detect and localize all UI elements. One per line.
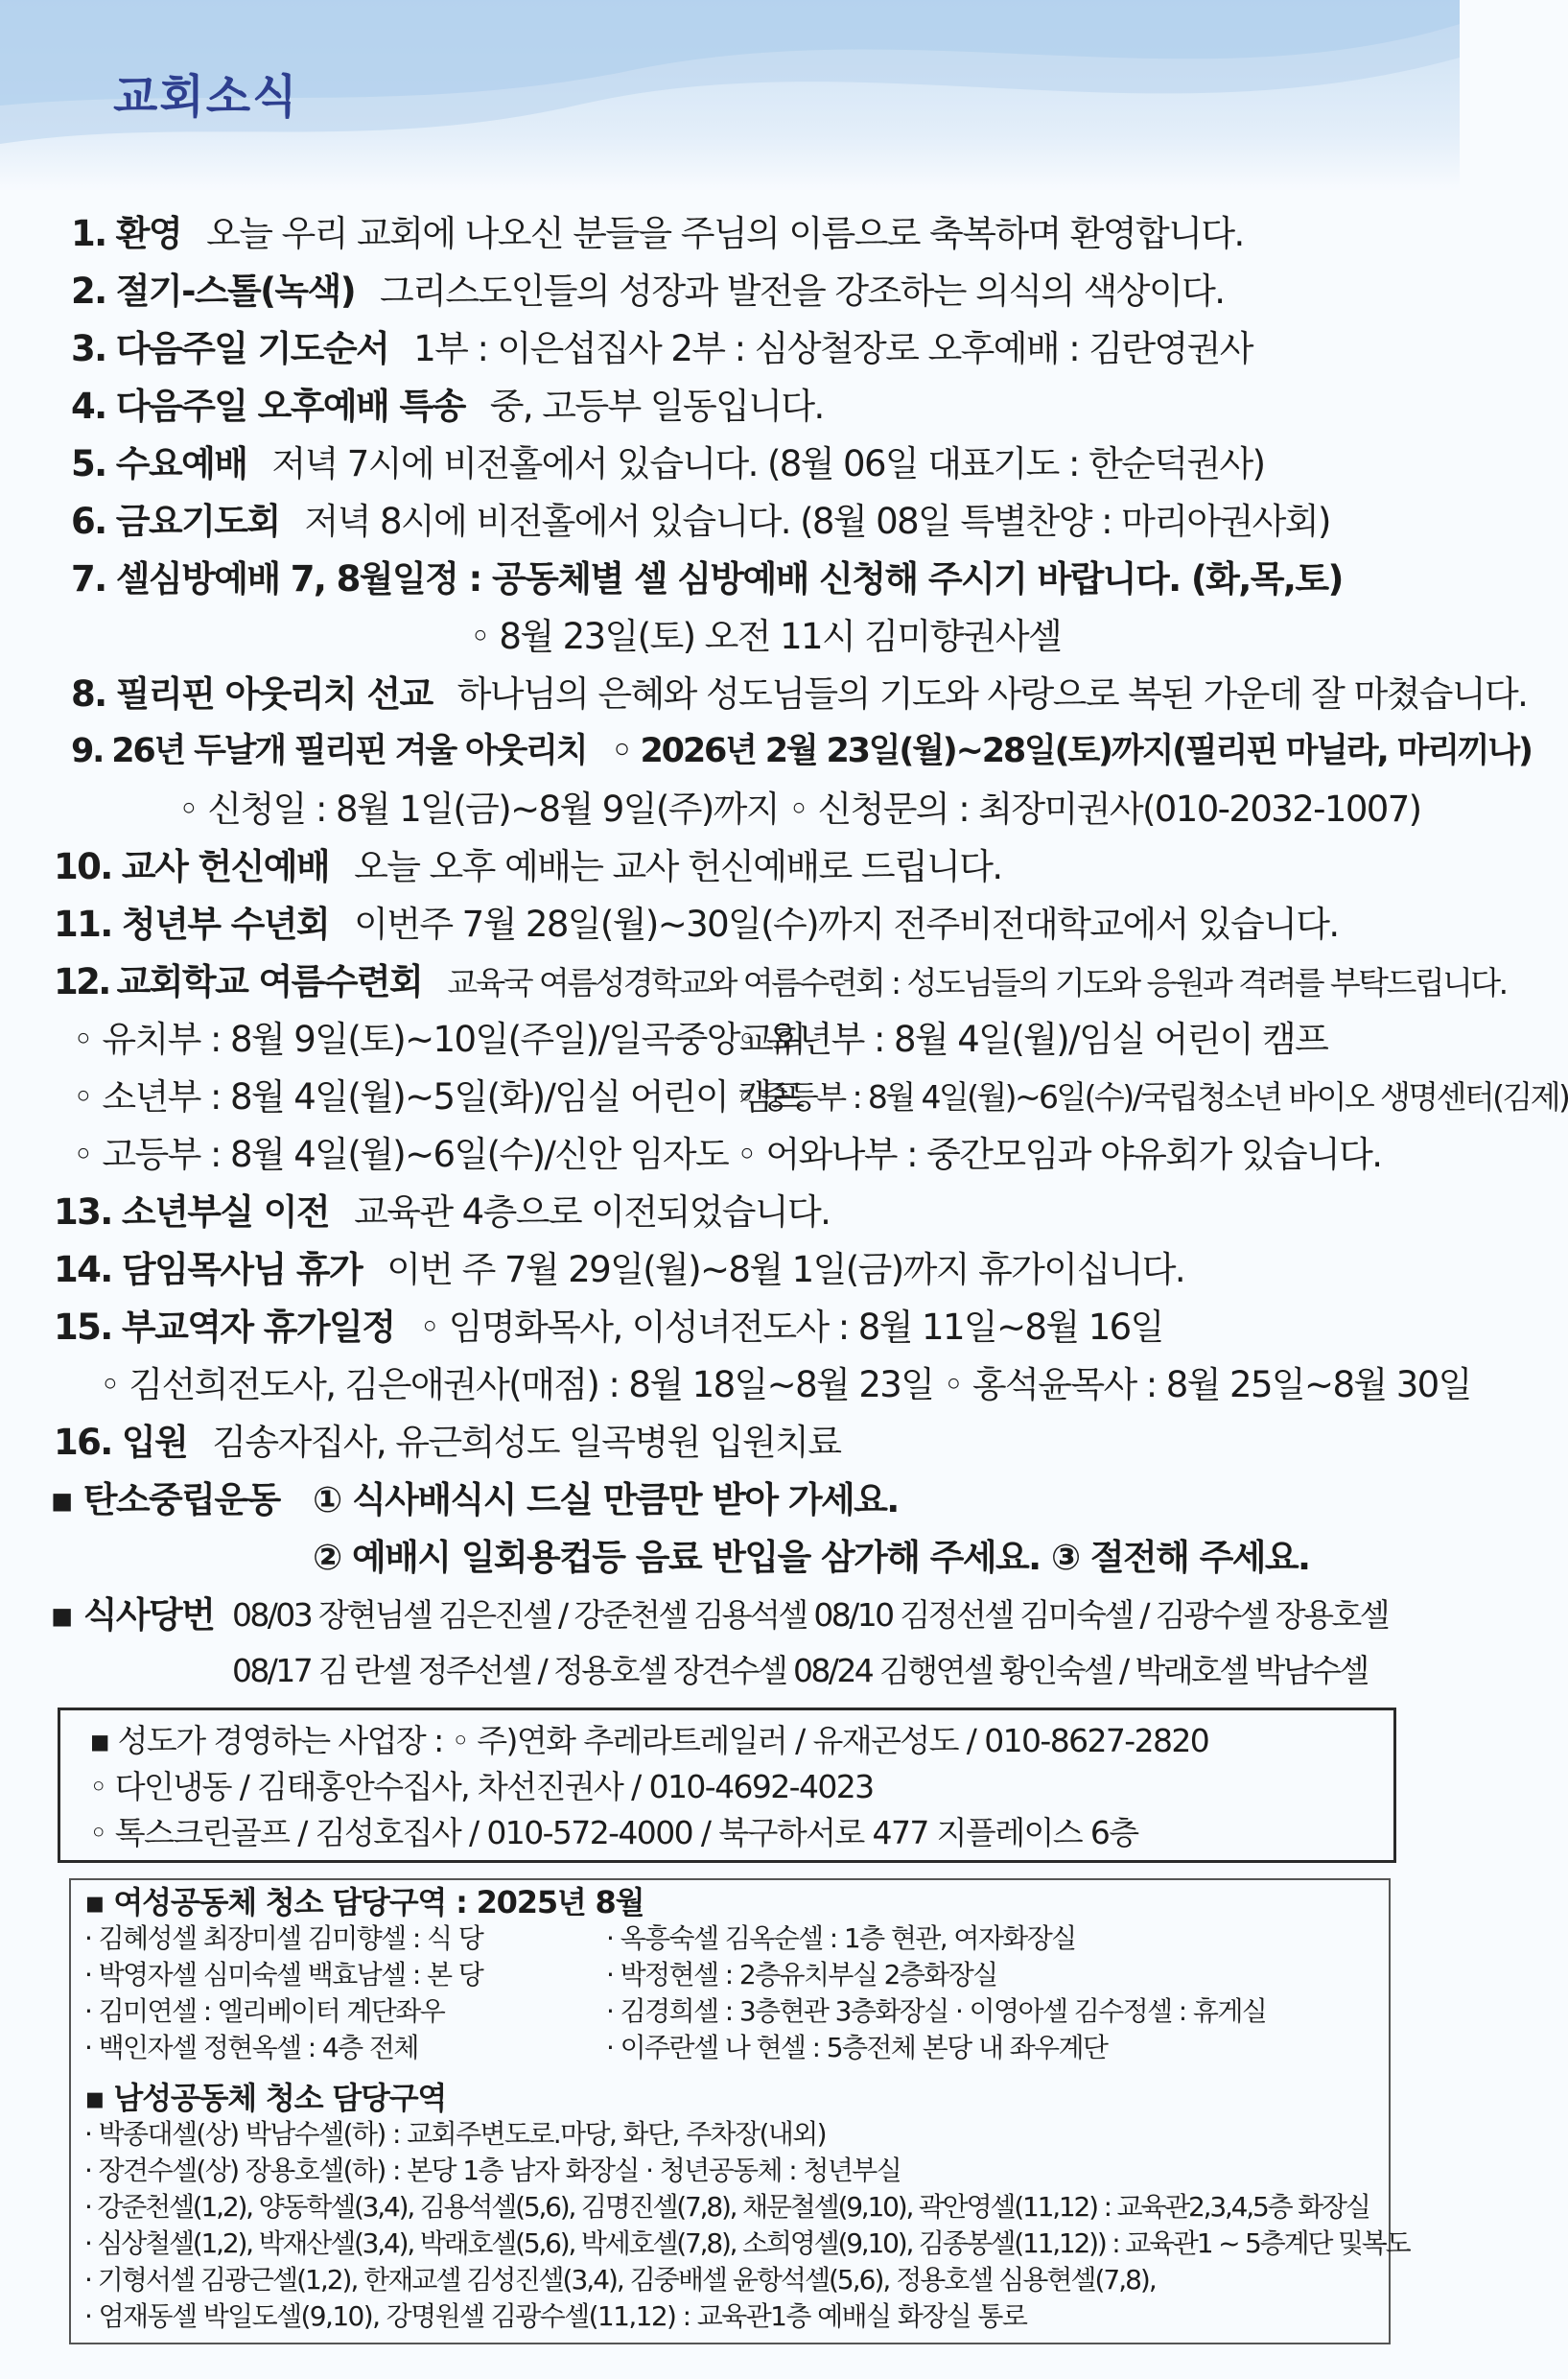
news-item-14: 14. 담임목사님 휴가 이번 주 7월 29일(월)~8월 1일(금)까지 휴가이십니다. [54, 1249, 1185, 1290]
news-item-2: 2. 절기-스톨(녹색) 그리스도인들의 성장과 발전을 강조하는 의식의 색상이다. [71, 271, 1225, 312]
business-box [58, 1708, 1396, 1863]
camp-junior: ◦ 소년부 : 8월 4일(월)~5일(화)/임실 어린이 캠프 [73, 1076, 804, 1118]
women-cleaning-right-2: · 박정현셀 : 2층유치부실 2층화장실 [606, 1959, 997, 1990]
news-item-13: 13. 소년부실 이전 교육관 4층으로 이전되었습니다. [54, 1191, 831, 1233]
news-item-6: 6. 금요기도회 저녁 8시에 비전홀에서 있습니다. (8월 08일 특별찬양 : 마리아권사회) [71, 501, 1330, 542]
women-cleaning-left-2: · 박영자셀 심미숙셀 백효남셀 : 본 당 [84, 1959, 483, 1990]
news-item-10: 10. 교사 헌신예배 오늘 오후 예배는 교사 헌신예배로 드립니다. [54, 846, 1002, 887]
men-cleaning-line-4: · 심상철셀(1,2), 박재산셀(3,4), 박래호셀(5,6), 박세호셀(7,8), 소희영셀(9,10), 김종봉셀(11,12)) : 교육관1 ~ 5층계단 및복도 [84, 2227, 1410, 2259]
women-cleaning-left-4: · 백인자셀 정현옥셀 : 4층 전체 [84, 2032, 418, 2063]
news-item-3: 3. 다음주일 기도순서 1부 : 이은섭집사 2부 : 심상철장로 오후예배 : 김란영권사 [71, 328, 1252, 369]
news-item-15: 15. 부교역자 휴가일정 ◦ 임명화목사, 이성녀전도사 : 8월 11일~8월 16일 [54, 1307, 1163, 1348]
news-item-7: 7. 셀심방예배 7, 8월일정 : 공동체별 셀 심방예배 신청해 주시기 바랍니다. (화,목,토) [71, 558, 1343, 600]
news-item-16: 16. 입원 김송자집사, 유근희성도 일곡병원 입원치료 [54, 1422, 841, 1463]
news-item-1: 1. 환영 오늘 우리 교회에 나오신 분들을 주님의 이름으로 축복하며 환영합니다. [71, 213, 1244, 254]
page-title: 교회소식 [113, 70, 299, 124]
meal-duty-line-2: 08/17 김 란셀 정주선셀 / 정용호셀 장견수셀 08/24 김행연셀 황인숙셀 / 박래호셀 박남수셀 [232, 1652, 1368, 1689]
meal-duty-line-1: 08/03 장현님셀 김은진셀 / 강준천셀 김용석셀 08/10 김정선셀 김미숙셀 / 김광수셀 장용호셀 [232, 1596, 1388, 1634]
business-line-2: ◦ 다인냉동 / 김태홍안수집사, 차선진권사 / 010-4692-4023 [89, 1768, 874, 1805]
news-item-7-detail: ◦ 8월 23일(토) 오전 11시 김미향권사셀 [470, 616, 1062, 657]
news-item-11: 11. 청년부 수년회 이번주 7월 28일(월)~30일(수)까지 전주비전대학교에서 있습니다. [54, 904, 1339, 945]
women-cleaning-right-3: · 김경희셀 : 3층현관 3층화장실 · 이영아셀 김수정셀 : 휴게실 [606, 1995, 1267, 2027]
carbon-neutral-line-1: ① 식사배식시 드실 만큼만 받아 가세요. [313, 1479, 899, 1520]
business-line-1: ▪ 성도가 경영하는 사업장 : ◦ 주)연화 추레라트레일러 / 유재곤성도 / 010-8627-2820 [89, 1722, 1209, 1759]
news-item-9-detail: ◦ 신청일 : 8월 1일(금)~8월 9일(주)까지 ◦ 신청문의 : 최장미권사(010-2032-1007) [178, 789, 1421, 830]
women-cleaning-right-4: · 이주란셀 나 현셀 : 5층전체 본당 내 좌우계단 [606, 2032, 1108, 2063]
men-cleaning-line-2: · 장견수셀(상) 장용호셀(하) : 본당 1층 남자 화장실 · 청년공동체 : 청년부실 [84, 2155, 901, 2186]
business-line-3: ◦ 톡스크린골프 / 김성호집사 / 010-572-4000 / 북구하서로 477 지플레이스 6층 [89, 1814, 1138, 1851]
camp-high-school: ◦ 고등부 : 8월 4일(월)~6일(수)/신안 임자도 [73, 1134, 729, 1175]
men-cleaning-title: ▪ 남성공동체 청소 담당구역 [84, 2080, 447, 2116]
cleaning-box [69, 1878, 1410, 2344]
women-cleaning-title: ▪ 여성공동체 청소 담당구역 : 2025년 8월 [84, 1884, 644, 1920]
camp-middle-school: ◦ 중등부 : 8월 4일(월)~6일(수)/국립청소년 바이오 생명센터(김제) [737, 1078, 1568, 1116]
camp-elementary: ◦ 유년부 : 8월 4일(월)/임실 어린이 캠프 [737, 1019, 1328, 1060]
news-item-8: 8. 필리핀 아웃리치 선교 하나님의 은혜와 성도님들의 기도와 사랑으로 복된 가운데 잘 마쳤습니다. [71, 673, 1528, 715]
men-cleaning-line-6: · 엄재동셀 박일도셀(9,10), 강명원셀 김광수셀(11,12) : 교육관1층 예배실 화장실 통로 [84, 2300, 1027, 2332]
camp-kindergarten: ◦ 유치부 : 8월 9일(토)~10일(주일)/일곡중앙교회 [73, 1019, 806, 1060]
news-item-12: 12. 교회학교 여름수련회 교육국 여름성경학교와 여름수련회 : 성도님들의 기도와 응원과 격려를 부탁드립니다. [54, 961, 1507, 1002]
news-item-9: 9. 26년 두날개 필리핀 겨울 아웃리치 ◦ 2026년 2월 23일(월)~28일(토)까지(필리핀 마닐라, 마리끼나) [71, 732, 1532, 770]
header-banner [0, 0, 1460, 192]
women-cleaning-left-1: · 김혜성셀 최장미셀 김미향셀 : 식 당 [84, 1922, 483, 1954]
women-cleaning-left-3: · 김미연셀 : 엘리베이터 계단좌우 [84, 1995, 445, 2027]
carbon-neutral-label: ▪ 탄소중립운동 [50, 1479, 280, 1520]
camp-awana: ◦ 어와나부 : 중간모임과 야유회가 있습니다. [737, 1134, 1382, 1175]
carbon-neutral-line-2: ② 예배시 일회용컵등 음료 반입을 삼가해 주세요. ③ 절전해 주세요. [313, 1537, 1310, 1578]
women-cleaning-right-1: · 옥흥숙셀 김옥순셀 : 1층 현관, 여자화장실 [606, 1922, 1076, 1954]
news-item-5: 5. 수요예배 저녁 7시에 비전홀에서 있습니다. (8월 06일 대표기도 : 한순덕권사) [71, 443, 1265, 484]
news-item-15-detail: ◦ 김선희전도사, 김은애권사(매점) : 8월 18일~8월 23일 ◦ 홍석윤목사 : 8월 25일~8월 30일 [100, 1364, 1471, 1405]
men-cleaning-line-1: · 박종대셀(상) 박남수셀(하) : 교회주변도로.마당, 화단, 주차장(내외) [84, 2118, 826, 2150]
men-cleaning-line-3: · 강준천셀(1,2), 양동학셀(3,4), 김용석셀(5,6), 김명진셀(7,8), 채문철셀(9,10), 곽안영셀(11,12) : 교육관2,3,4,5층 화장실 [84, 2191, 1369, 2223]
men-cleaning-line-5: · 기형서셀 김광근셀(1,2), 한재교셀 김성진셀(3,4), 김중배셀 윤항석셀(5,6), 정용호셀 심용현셀(7,8), [84, 2264, 1156, 2296]
news-item-4: 4. 다음주일 오후예배 특송 중, 고등부 일동입니다. [71, 386, 824, 427]
meal-duty-label: ▪ 식사당번 [50, 1594, 215, 1636]
